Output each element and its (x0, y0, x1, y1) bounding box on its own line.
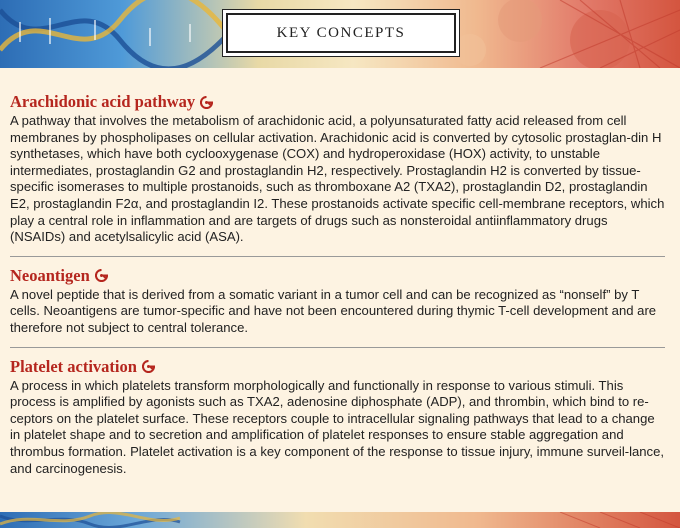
page-title: KEY CONCEPTS (276, 24, 406, 41)
concept-term-heading (10, 357, 665, 377)
reader-icon[interactable] (200, 96, 213, 109)
concept-term: Arachidonic acid pathway (10, 92, 196, 111)
concepts-list (10, 92, 665, 477)
concept-term-heading (10, 92, 665, 112)
concept-platelet-activation (10, 357, 665, 478)
concept-neoantigen (10, 266, 665, 337)
section-divider (10, 347, 665, 348)
concept-definition: A process in which platelets transform morphologically and functionally in response to various stimuli. This process is amplified by agonists such as TXA2, adenosine diphosphate (ADP), and thrombin, which bind to re-ceptors on the platelet surface. These receptors couple to intracellular signaling pathways that lead to a change in platelet shape and to secretion and amplification of platelet responses to ensure stable aggregation and thrombus formation. Platelet activation is a key component of the response to tissue injury, immune surveil-lance, and carcinogenesis. (10, 377, 665, 476)
concept-definition: A pathway that involves the metabolism of arachidonic acid, a polyunsaturated fatty acid released from cell membranes by phospholipases on cellular activation. Arachidonic acid is converted by cytosolic prostaglan-din H synthetases, which have both cyclooxygenase (COX) and hydroperoxidase (HOX) activity, to unstable intermediates, prostaglandin G2 and prostaglandin H2, respectively. Prostaglandin H2 is converted by tissue-specific isomerases to multiple prostanoids, such as thromboxane A2 (TXA2), prostaglandin D2, prostaglandin E2, prostaglandin F2α, and prostaglandin I2. These prostanoids activate specific cell-membrane receptors, which play a central role in inflammation and are targets of drugs such as nonsteroidal antiinflammatory drugs (NSAIDs) and acetylsalicylic acid (ASA). (10, 113, 665, 245)
reader-icon[interactable] (142, 360, 155, 373)
concept-term: Platelet activation (10, 356, 137, 376)
concept-term-heading (10, 266, 665, 286)
concept-arachidonic-acid-pathway (10, 92, 665, 246)
key-concepts-title-box (226, 13, 456, 53)
header-banner-art (0, 0, 680, 68)
section-divider (10, 256, 665, 257)
concept-term: Neoantigen (10, 265, 90, 285)
reader-icon[interactable] (95, 269, 108, 282)
footer-banner-art (0, 512, 680, 528)
footer-illustration (0, 512, 680, 528)
concept-definition: A novel peptide that is derived from a somatic variant in a tumor cell and can be recognized as “nonself” by T cells. Neoantigens are tumor-specific and have not been encountered during thymic T-cell development and are therefore not subject to central tolerance. (10, 286, 657, 335)
